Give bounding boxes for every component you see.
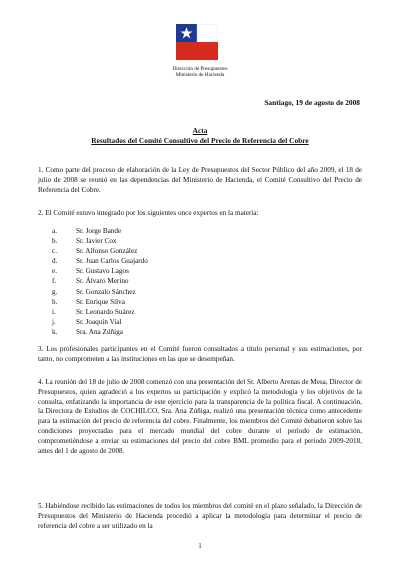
list-item-letter: d. xyxy=(52,257,58,266)
list-item-letter: e. xyxy=(52,267,57,276)
list-item xyxy=(52,317,148,327)
list-item-letter: i. xyxy=(52,307,56,316)
ministry-logo xyxy=(176,24,218,60)
org-name-line-1: Dirección de Presupuestos xyxy=(172,66,228,72)
list-item xyxy=(52,246,148,256)
list-item-letter: g. xyxy=(52,287,58,296)
document-title: Acta xyxy=(192,126,208,135)
list-item-letter: b. xyxy=(52,237,58,246)
list-item-name: Sr. Alfonso González xyxy=(76,247,138,256)
list-item xyxy=(52,307,148,317)
list-item-name: Sr. Álvaro Merino xyxy=(76,277,129,286)
list-item xyxy=(52,297,148,307)
org-name-line-2: Ministerio de Hacienda xyxy=(175,72,225,78)
list-item-name: Sr. Juan Carlos Guajardo xyxy=(76,257,148,266)
paragraph-3: 3. Los profesionales participantes en el Comité fueron consultados a título personal y sus estimaciones, por tanto, no comprometen a las instituciones en las que se desempeñan. xyxy=(38,345,362,363)
list-item xyxy=(52,236,148,246)
list-item xyxy=(52,287,148,297)
list-item-name: Sr. Leonardo Suárez xyxy=(76,307,135,316)
paragraph-5: 5. Habiéndose recibido las estimaciones de todos los miembros del comité en el plazo señalado, la Dirección de Presupuestos del Ministerio de Hacienda procedió a aplicar la metodología para determinar el precio de referencia del cobre a ser utilizado en la xyxy=(38,502,362,530)
list-item-letter: h. xyxy=(52,297,58,306)
experts-list xyxy=(52,226,148,337)
list-item xyxy=(52,256,148,266)
list-item-name: Sr. Javier Cox xyxy=(76,237,117,246)
list-item-name: Sr. Gonzalo Sánchez xyxy=(76,287,136,296)
list-item xyxy=(52,276,148,286)
list-item-name: Sr. Gustavo Lagos xyxy=(76,267,129,276)
list-item-letter: a. xyxy=(52,227,57,235)
list-item-name: Sr. Jorge Bande xyxy=(76,227,122,235)
paragraph-4: 4. La reunión del 18 de julio de 2008 comenzó con una presentación del Sr. Alberto Arenas de Mesa, Director de Presupuestos, quien agradeció a los expertos su participación y explicó la metodología y los objetivos de la consulta, enfatizando la importancia de este ejercicio para la transparencia de la política fiscal. A continuación, la Directora de Estudios de COCHILCO, Sra. Ana Zúñiga, realizó una presentación técnica como antecedente para la estimación del precio de referencia del cobre. Finalmente, los miembros del Comité debatieron sobre las condiciones proyectadas para el mercado mundial del cobre durante el período de estimación, comprometiéndose a enviar su estimaciones del precio del cobre BML promedio para el período 2009-2018, antes del 1 de agosto de 2008. xyxy=(38,378,362,455)
list-item-name: Sr. Joaquín Vial xyxy=(76,317,122,326)
document-date: Santiago, 19 de agosto de 2008 xyxy=(264,98,360,107)
document-subtitle: Resultados del Comité Consultivo del Precio de Referencia del Cobre xyxy=(91,136,309,145)
list-item xyxy=(52,266,148,276)
page-number: 1 xyxy=(198,542,202,550)
list-item-letter: f. xyxy=(52,277,57,286)
list-item-letter: j. xyxy=(52,317,56,326)
paragraph-1: 1. Como parte del proceso de elaboración de la Ley de Presupuestos del Sector Público del año 2009, el 18 de julio de 2008 se reunió en las dependencias del Ministerio de Hacienda, el Comité Consultivo del Precio de Referencia del Cobre. xyxy=(38,166,362,194)
list-item-name: Sra. Ana Zúñiga xyxy=(76,327,123,336)
list-item-letter: c. xyxy=(52,247,57,256)
list-item-name: Sr. Enrique Silva xyxy=(76,297,125,306)
list-item-letter: k. xyxy=(52,327,58,336)
paragraph-2: 2. El Comité estuvo integrado por los siguientes once expertos en la materia: xyxy=(38,209,259,217)
list-item xyxy=(52,226,148,236)
list-item xyxy=(52,327,148,337)
